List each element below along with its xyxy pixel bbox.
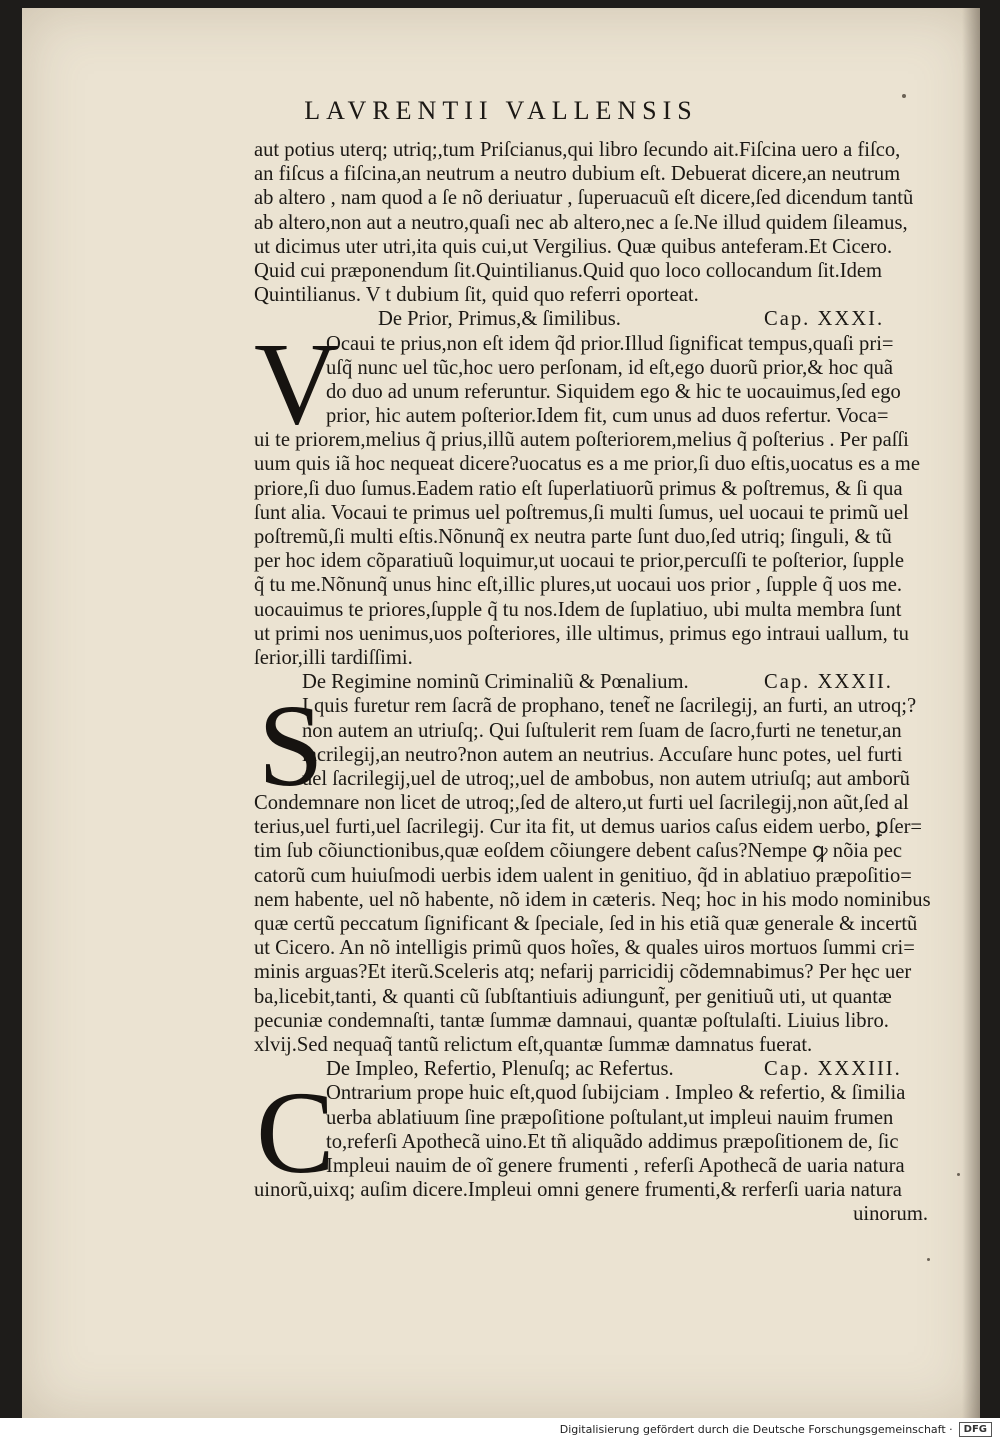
text-line: Quid cui præponendum ſit.Quintilianus.Quid quo loco collocandum ſit.Idem bbox=[254, 259, 883, 282]
text-line: quæ certũ peccatum ſignificant & ſpeciale, ſed in his etiã quæ generale & incertũ bbox=[254, 913, 918, 935]
text-line: uel ſacrilegij,uel de utroq;,uel de ambobus, non autem utriuſq; aut amborũ bbox=[302, 767, 910, 790]
text-line: non autem an utriuſq;. Qui ſuſtulerit rem ſuam de ſacro,furti ne tenetur,an bbox=[302, 719, 902, 742]
text-line: uocauimus te priores,ſupple q̃ tu nos.Idem de ſuplatiuo, ubi multa membra ſunt bbox=[254, 598, 902, 621]
text-line: minis arguas?Et iterũ.Sceleris atq; nefarij parricidij cõdemnabimus? Per hęc uer bbox=[254, 961, 912, 984]
text-line: ſunt alia. Vocaui te primus uel poſtremus,ſi multi ſumus, uel uocaui te primũ uel bbox=[254, 501, 909, 524]
text-line: Condemnare non licet de utroq;,ſed de altero,ut furti uel ſacrilegij,non aũt,ſed al bbox=[254, 792, 909, 815]
text-line: ſerior,illi tardiſſimi. bbox=[254, 646, 413, 669]
chapter-title: De Regimine nominũ Criminaliũ & Pœnalium. bbox=[302, 671, 689, 694]
text-line: ſacrilegij,an neutro?non autem an neutrius. Accuſare hunc potes, uel furti bbox=[302, 743, 903, 766]
text-line: prior, hic autem poſterior.Idem fit, cum unus ad duos refertur. Voca= bbox=[326, 405, 889, 428]
text-line: terius,uel furti,uel ſacrilegij. Cur ita fit, ut demus uarios caſus eidem uerbo, ꝑſer= bbox=[254, 816, 923, 839]
text-line: ut dicimus uter utri,ita quis cui,ut Vergilius. Quæ quibus anteferam.Et Cicero. bbox=[254, 235, 893, 258]
text-line: poſtremũ,ſi multi eſtis.Nõnunq̃ ex neutra parte ſunt duo,ſed utriq; ſinguli, & tũ bbox=[254, 526, 892, 548]
text-line: an fiſcus a fiſcina,an neutrum a neutro dubium eſt. Debuerat dicere,an neutrum bbox=[254, 163, 901, 186]
text-line: uſq̃ nunc uel tũc,hoc uero perſonam, id eſt,ego duorũ prior,& hoc quã bbox=[326, 356, 894, 379]
text-line: aut potius uterq; utriq;,tum Priſcianus,qui libro ſecundo ait.Fiſcina uero a fiſco, bbox=[254, 139, 901, 161]
text-line: I quis furetur rem ſacrã de prophano, tenet̃ ne ſacrilegij, an furti, an utroq;? bbox=[302, 695, 917, 718]
chapter-title: De Prior, Primus,& ſimilibus. bbox=[378, 308, 621, 331]
text-line: uinorũ,uixq; auſim dicere.Impleui omni genere frumenti,& rerferſi uaria natura bbox=[254, 1179, 902, 1202]
text-line: uum quis iã hoc nequeat dicere?uocatus es a me prior,ſi duo eſtis,uocatus es a me bbox=[254, 453, 920, 476]
dfg-logo: DFG bbox=[959, 1422, 992, 1437]
text-line: priore,ſi duo ſumus.Eadem ratio eſt ſuperlatiuorũ primus & poſtremus, & ſi qua bbox=[254, 477, 903, 500]
text-line: ab altero , nam quod a ſe nõ deriuatur , ſuperuacuũ eſt dicere,ſed dicendum tantũ bbox=[254, 187, 914, 210]
drop-cap-initial: V bbox=[254, 317, 340, 449]
text-line: per hoc idem cõparatiuũ loquimur,ut uocaui te prior,percuſſi te poſterior, ſupple bbox=[254, 550, 905, 573]
body-text bbox=[254, 138, 974, 1226]
attribution-footer bbox=[0, 1418, 1000, 1440]
chapter-heading bbox=[254, 670, 974, 694]
chapter-heading bbox=[254, 1057, 974, 1081]
text-line: ba,licebit,tanti, & quanti cũ ſubſtantiuis adiungunt̃, per genitiuũ uti, ut quantæ bbox=[254, 985, 892, 1008]
text-line: Ontrarium prope huic eſt,quod ſubijciam . Impleo & refertio, & ſimilia bbox=[326, 1082, 906, 1105]
running-header: LAVRENTII VALLENSIS bbox=[304, 96, 698, 125]
text-line: q̃ tu me.Nõnunq̃ unus hinc eſt,illic plures,ut uocaui uos prior , ſupple q̃ uos me. bbox=[254, 574, 903, 597]
chapter-number: Cap. XXXIII. bbox=[764, 1058, 902, 1081]
chapter-title: De Impleo, Refertio, Plenuſq; ac Refertus. bbox=[326, 1058, 674, 1081]
text-line: Quintilianus. V t dubium ſit, quid quo referri oporteat. bbox=[254, 284, 699, 307]
chapter-heading bbox=[254, 307, 974, 331]
chapter-number: Cap. XXXI. bbox=[764, 308, 885, 331]
text-line: xlvij.Sed nequaq̃ tantũ relictum eſt,quantæ ſummæ damnatus fuerat. bbox=[254, 1033, 813, 1056]
text-line: ut Cicero. An nõ intelligis primũ quos hoĩes, & quales uiros mortuos ſummi cri= bbox=[254, 937, 915, 960]
text-line: uerba ablatiuum ſine præpoſitione poſtulant,ut impleui nauim frumen bbox=[326, 1106, 894, 1129]
chapter-number: Cap. XXXII. bbox=[764, 671, 893, 694]
drop-cap-initial: S bbox=[258, 680, 324, 812]
text-line: catorũ cum huiuſmodi uerbis idem ualent in genitiuo, q̃d in ablatiuo præpoſitio= bbox=[254, 864, 912, 887]
text-line: Ocaui te prius,non eſt idem q̃d prior.Illud ſignificat tempus,quaſi pri= bbox=[326, 332, 894, 355]
text-line: uinorum. bbox=[853, 1203, 928, 1226]
drop-cap-initial: C bbox=[256, 1067, 335, 1199]
book-page bbox=[22, 8, 980, 1418]
text-line: do duo ad unum referuntur. Siquidem ego & hic te uocauimus,ſed ego bbox=[326, 380, 901, 403]
text-line: Impleui nauim de oĩ genere frumenti , referſi Apothecã de uaria natura bbox=[326, 1154, 905, 1177]
text-line: ab altero,non aut a neutro,quaſi nec ab altero,nec a ſe.Ne illud quidem ſileamus, bbox=[254, 211, 908, 234]
text-line: tim ſub cõiunctionibus,quæ eoſdem cõiungere debent caſus?Nempe ꝙ nõia pec bbox=[254, 840, 902, 863]
text-line: to,referſi Apothecã uino.Et tñ aliquãdo addimus præpoſitionem de, ſic bbox=[326, 1130, 899, 1153]
text-line: ut primi nos uenimus,uos poſteriores, ille ultimus, primus ego intraui uallum, tu bbox=[254, 622, 909, 645]
text-line: ui te priorem,melius q̃ prius,illũ autem poſteriorem,melius q̃ poſterius . Per paſſi bbox=[254, 429, 909, 452]
attribution-text: Digitalisierung gefördert durch die Deutsche Forschungsgemeinschaft · bbox=[559, 1422, 953, 1436]
text-line: pecuniæ condemnaſti, tantæ ſummæ damnaui, quantæ poſtulaſti. Liuius libro. bbox=[254, 1009, 889, 1032]
text-line: nem habente, uel nõ habente, nõ idem in cæteris. Neq; hoc in his modo nominibus bbox=[254, 888, 931, 911]
paper-speck bbox=[927, 1258, 930, 1261]
